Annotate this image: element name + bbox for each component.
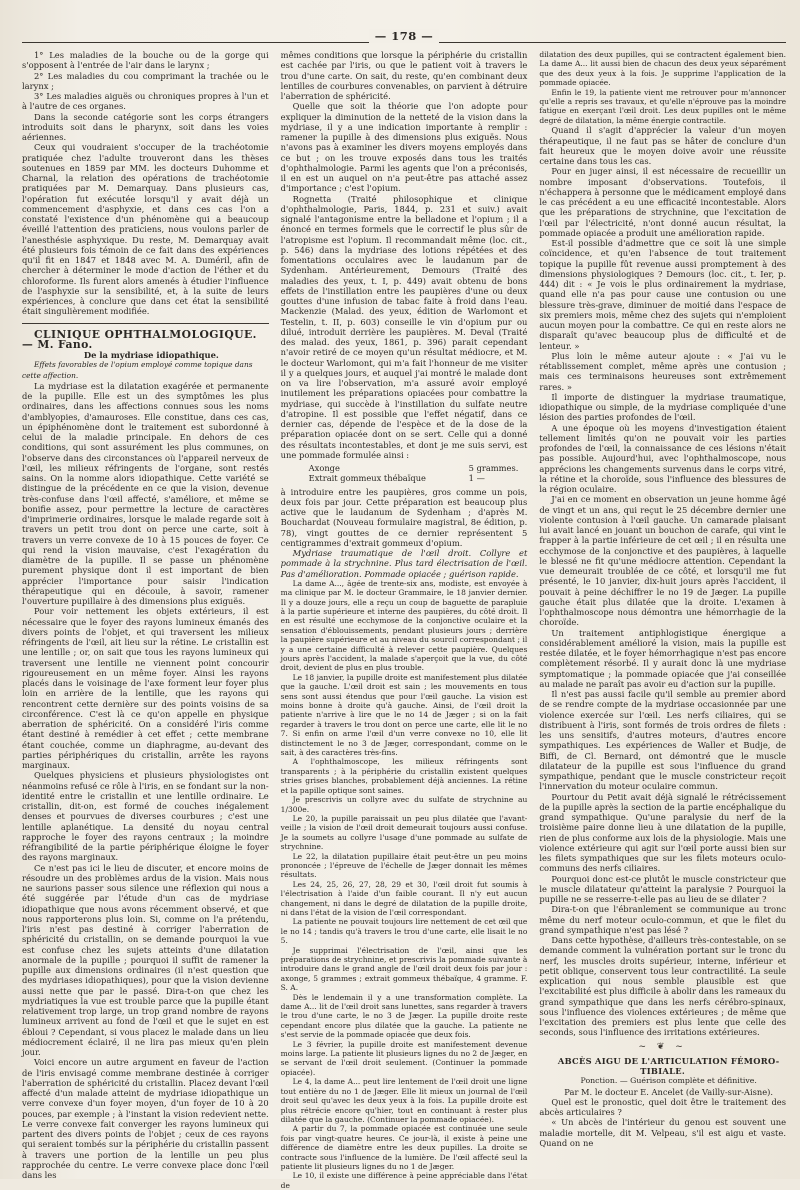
case-paragraph: Je supprimai l'électrisation de l'œil, ainsi que les préparations de strychnine, et prescrivis la pommade suivante à introduire dans le grand angle de l'œil droit deux fois par jour : axonge, 5 grammes ; extrait gommeux thébaïque, 4 gramme. F. S. A. — [280, 945, 528, 993]
paragraph: Un traitement antiphlogistique énergique a considérablement amélioré la vision, mais la pupille est restée dilatée, et le foyer hémorrhagique n'est pas encore complètement résorbé. Il y aurait donc là une mydriase symptomatique ; la pommade opiacée que j'ai conseillée au malade ne paraît pas avoir eu d'action sur la pupille. — [539, 627, 787, 689]
case-paragraph: Le 22, la dilatation pupillaire était peut-être un peu moins prononcée ; l'épreuve de l'échelle de Jæger donnait les mêmes résultats. — [280, 851, 528, 880]
paragraph: J'ai en ce moment en observation un jeune homme âgé de vingt et un ans, qui reçut le 25 décembre dernier une violente contusion à l'œil gauche. Un camarade plaisant lui avait lancé en jouant un bouchon de carafe, qui vint le frapper à la partie inférieure de cet œil ; il en résulta une ecchymose de la conjonctive et des paupières, à laquelle le blessé ne fit qu'une médiocre attention. Cependant la vue demeurait troublée de ce côté, et lorsqu'il me fut présenté, le 10 janvier, dix-huit jours après l'accident, il pouvait à peine déchiffrer le no 19 de Jæger. La pupille gauche était plus dilatée que la droite. L'examen à l'ophthalmoscope nous démontra une hémorrhagie de la choroïde. — [539, 494, 787, 628]
case-paragraph: Le 18 janvier, la pupille droite est manifestement plus dilatée que la gauche. L'œil droit est sain ; les mouvements en tous sens sont aussi étendus que pour l'œil gauche. La vision est moins bonne à droite qu'à gauche. Ainsi, de l'œil droit la patiente n'arrive à lire que le no 14 de Jæger ; si on la fait regarder à travers le trou dont on perce une carte, elle lit le no 7. Si enfin on arme l'œil d'un verre convexe no 10, elle lit distinctement le no 3 de Jæger, correspondant, comme on le sait, à des caractères très-fins. — [280, 672, 528, 758]
case-paragraph: Le 4, la dame A... peut lire lentement de l'œil droit une ligne tout entière du no 1 de Jæger. Elle lit mieux un journal de l'œil droit seul qu'avec les deux yeux à la fois. La pupille droite est plus rétrécie encore qu'hier, tout en continuant à rester plus dilatée que la gauche. (Continuer la pommade opiacée). — [280, 1077, 528, 1124]
section-title: CLINIQUE OPHTHALMOLOGIQUE. — M. Fano. — [22, 327, 257, 351]
page-header-rule — [22, 28, 786, 43]
prescription-formula — [309, 463, 528, 484]
formula-quantity: 5 grammes. — [468, 463, 519, 473]
paragraph: La mydriase est la dilatation exagérée et permanente de la pupille. Elle est un des symptômes les plus ordinaires, dans les affections connues sous les noms d'amblyopies, d'amauroses. Elle constitue, dans ces cas, un épiphénomène dont le traitement est subordonné à celui de la maladie principale. En dehors de ces conditions, qui sont assurément les plus communes, on l'observe dans des circonstances où l'appareil nerveux de l'œil, les milieux réfringents de l'organe, sont restés sains. On la nomme alors idiopathique. Cette variété se distingue de la précédente en ce que la vision, devenue très-confuse dans l'œil affecté, s'améliore, et même se bonifie assez, pour permettre la lecture de caractères d'imprimerie ordinaires, lorsque le malade regarde soit à travers un petit trou dont on perce une carte, soit à travers un verre convexe de 10 à 15 pouces de foyer. Ce qui rend la vision mauvaise, c'est l'exagération du diamètre de la pupille. Il se passe un phénomène purement physique dont il est important de bien apprécier l'importance pour saisir l'indication thérapeutique qui en découle, à savoir, ramener l'ouverture pupillaire à des dimensions plus exiguës. — [22, 380, 269, 606]
case-paragraph: Le 3 février, la pupille droite est manifestement devenue moins large. La patiente lit plusieurs lignes du no 2 de Jæger, en se servant de l'œil droit seulement. (Continuer la pommade opiacée). — [280, 1039, 528, 1077]
case-paragraph: A partir du 7, la pommade opiacée est continuée une seule fois par vingt-quatre heures. Ce jour-là, il existe à peine une différence de diamètre entre les deux pupilles. La droite se contracte sous l'influence de la lumière. De l'œil affecté seul la patiente lit plusieurs lignes du no 1 de Jæger. — [280, 1124, 528, 1171]
paragraph: Dira-t-on que l'ébranlement se communique au tronc même du nerf moteur oculo-commun, et que le filet du grand sympathique n'est pas lésé ? — [539, 904, 787, 935]
paragraph: Quelle que soit la théorie que l'on adopte pour expliquer la diminution de la netteté de la vision dans la mydriase, il y a une indication importante à remplir : ramener la pupille à des dimensions plus exiguës. Nous n'avons pas à examiner les divers moyens employés dans ce but ; on les trouve exposés dans tous les traités d'ophthalmologie. Parmi les agents que l'on a préconisés, il en est un auquel on n'a peut-être pas attaché assez d'importance ; c'est l'opium. — [280, 101, 528, 194]
paragraph: 1° Les maladies de la bouche ou de la gorge qui s'opposent à l'entrée de l'air dans le larynx ; — [22, 50, 269, 71]
formula-line — [309, 473, 528, 483]
case-paragraph: Le 10, il existe une différence à peine appréciable dans l'état de — [280, 1171, 528, 1190]
paragraph: Pour voir nettement les objets extérieurs, il est nécessaire que le foyer des rayons lumineux émanés des divers points de l'objet, et qui traversent les milieux réfringents de l'œil, ait lieu sur la rétine. Le cristallin est une lentille ; or, on sait que tous les rayons lumineux qui traversent une lentille ne viennent point concourir rigoureusement en un même foyer. Ainsi les rayons placés dans le voisinage de l'axe forment leur foyer plus loin en arrière de la lentille, que les rayons qui rencontrent cette dernière sur des points voisins de sa circonférence. C'est là ce qu'on appelle en physique aberration de sphéricité. On a considéré l'iris comme étant destiné à remédier à cet effet ; cette membrane étant couchée, comme un diaphragme, au-devant des parties périphériques du cristallin, arrête les rayons marginaux. — [22, 606, 269, 770]
paragraph: à introduire entre les paupières, gros comme un pois, deux fois par jour. Cette préparation est beaucoup plus active que le laudanum de Sydenham ; d'après M. Bouchardat (Nouveau formulaire magistral, 8e édition, p. 78), vingt gouttes de ce dernier représentent 5 centigrammes d'extrait gommeux d'opium. — [280, 486, 528, 548]
paragraph: Ce n'est pas ici le lieu de discuter, et encore moins de résoudre un des problèmes ardus de la vision. Mais nous ne saurions passer sous silence une réflexion qui nous a été suggérée par l'étude d'un cas de mydriase idiopathique que nous avons récemment observé, et que nous rapporterons plus loin. Si, comme on l'a prétendu, l'iris n'est pas destiné à corriger l'aberration de sphéricité du cristallin, on se demande pourquoi la vue est confuse chez les sujets atteints d'une dilatation anormale de la pupille ; pourquoi il suffit de ramener la pupille aux dimensions ordinaires (il n'est question que des mydriases idiopathiques), pour que la vision devienne aussi nette que par le passé. Dira-t-on que chez les mydriatiques la vue est trouble parce que la pupille étant relativement trop large, un trop grand nombre de rayons lumineux arrivent au fond de l'œil et que le sujet en est ébloui ? Cependant, si vous placez le malade dans un lieu médiocrement éclairé, il ne lira pas mieux qu'en plein jour. — [22, 862, 269, 1057]
page-number: — 178 — — [369, 29, 440, 43]
article-author: Par M. le docteur E. Ancelet (de Vailly-sur-Aisne). — [564, 1086, 774, 1097]
formula-ingredient: Extrait gommeux thébaïque — [308, 473, 426, 484]
paragraph: Rognetta (Traité philosophique et clinique d'ophthalmologie, Paris, 1844, p. 231 et suiv.) avait signalé l'antagonisme entre la belladone et l'opium ; il a énoncé en termes formels que le correctif le plus sûr de l'atropisme est l'opium. Il recommandait même (loc. cit., p. 546) dans la mydriase des lotions répétées et des fomentations occulaires avec le laudanum par de Sydenham. Antérieurement, Demours (Traité des maladies des yeux, t. I, p. 449) avait obtenu de bons effets de l'instillation entre les paupières d'une ou deux gouttes d'une infusion de tabac faite à froid dans l'eau. Mackenzie (Malad. des yeux, édition de Warlomont et Testelin, t. II, p. 603) conseille le vin d'opium pur ou dilué, introduit derrière les paupières. M. Deval (Traité des malad. des yeux, 1861, p. 396) parait cependant n'avoir retiré de ce moyen qu'un résultat médiocre, et M. le docteur Warlomont, qui m'a fait l'honneur de me visiter il y a quelques jours, et auquel j'ai montré le malade dont on va lire l'observation, m'a assuré avoir employé inutilement les préparations opiacées pour combattre la mydriase, qui succède à l'instillation du sulfate neutre d'atropine. Il est possible que l'effet négatif, dans ce dernier cas, dépende de l'espèce et de la dose de la préparation opiacée dont on se sert. Celle qui a donné des résultats incontestables, et dont je me suis servi, est une pommade formulée ainsi : — [280, 193, 528, 460]
paragraph: Quel est le pronostic, quel doit être le traitement des abcès articulaires ? — [539, 1096, 787, 1117]
case-paragraph: La patiente ne pouvait toujours lire nettement de cet œil que le no 14 ; tandis qu'à travers le trou d'une carte, elle lisait le no 5. — [280, 917, 528, 946]
case-paragraph: Enfin le 19, la patiente vient me retrouver pour m'annoncer qu'elle a repris ses travaux, et qu'elle n'éprouve pas la moindre fatigue en exerçant l'œil droit. Les deux pupilles ont le même degré de dilatation, la même énergie contractile. — [539, 87, 787, 125]
article-subtitle: De la mydriase idiopathique. — [83, 350, 219, 360]
paragraph: A une époque où les moyens d'investigation étaient tellement limités qu'on ne pouvait voir les parties profondes de l'œil, la connaissance de ces lésions n'était pas possible. Aujourd'hui, avec l'ophthalmoscope, nous apprécions les changements survenus dans le corps vitré, la rétine et la choroïde, sous l'influence des blessures de la région oculaire. — [539, 422, 787, 494]
case-paragraph: La dame A..., âgée de trente-six ans, modiste, est envoyée à ma clinique par M. le docteur Grammaire, le 18 janvier dernier. Il y a douze jours, elle a reçu un coup de baguette de parapluie à la partie supérieure et interne des paupières, du côté droit. Il en est résulté une ecchymose de la conjonctive oculaire et la sensation d'éblouissements, pendant plusieurs jours ; derrière la paupière supérieure et au niveau du sourcil correspondant ; il y a une certaine difficulté à relever cette paupière. Quelques jours après l'accident, la malade s'aperçoit que la vue, du côté droit, devient de plus en plus trouble. — [280, 578, 528, 673]
column-2 — [280, 50, 528, 1190]
paragraph: Il importe de distinguer la mydriase traumatique, idiopathique ou simple, de la mydriase compliquée d'une lésion des parties profondes de l'œil. — [539, 391, 787, 423]
paragraph: Il n'est pas aussi facile qu'il semble au premier abord de se rendre compte de la mydriase occasionnée par une violence exercée sur l'œil. Les nerfs ciliaires, qui se distribuent à l'iris, sont formés de trois ordres de filets : les uns sensitifs, d'autres moteurs, d'autres encore sympathiques. Les expériences de Waller et Budje, de Biffi, de Cl. Bernard, ont démontré que le muscle dilatateur de la pupille est sous l'influence du grand sympathique, pendant que le muscle constricteur reçoit l'innervation du moteur oculaire commun. — [539, 689, 787, 792]
paragraph: Pourquoi donc est-ce plutôt le muscle constricteur que le muscle dilatateur qu'atteint la paralysie ? Pourquoi la pupille ne se resserre-t-elle pas au lieu de se dilater ? — [539, 873, 787, 904]
formula-line — [309, 463, 528, 473]
paragraph: Dans la seconde catégorie sont les corps étrangers introduits soit dans le pharynx, soit dans les voies aériennes. — [22, 111, 269, 142]
formula-quantity: 1 — — [468, 473, 485, 484]
paragraph: mêmes conditions que lorsque la périphérie du cristallin est cachée par l'iris, ou que le patient voit à travers le trou d'une carte. On sait, du reste, qu'en combinant deux lentilles de courbures convenables, on parvient à détruire l'aberration de sphéricité. — [280, 50, 528, 101]
paragraph: Pourtour du Petit avait déjà signalé le rétrécissement de la pupille après la section de la partie encéphalique du grand sympathique. Qu'une paralysie du nerf de la troisième paire donne lieu à une dilatation de la pupille, rien de plus conforme aux lois de la physiologie. Mais une violence extérieure qui agit sur l'œil porte aussi bien sur les filets sympathiques que sur les filets moteurs oculo-communs des nerfs ciliaires. — [539, 791, 787, 874]
paragraph: Plus loin le même auteur ajoute : « J'ai vu le rétablissement complet, même après une contusion ; mais ces terminaisons heureuses sont extrêmement rares. » — [539, 350, 787, 392]
paragraph: Ceux qui voudraient s'occuper de la trachéotomie pratiquée chez l'adulte trouveront dans les thèses soutenues en 1859 par MM. les docteurs Duhomme et Charnal, la relation des opérations de trachéotomie pratiquées par M. Demarquay. Dans plusieurs cas, l'opération fut exécutée lorsqu'il y avait déjà un commencement d'asphyxie, et dans ces cas l'on a constaté l'existence d'un phénomène qui a beaucoup éveillé l'attention des praticiens, nous voulons parler de l'anesthésie asphyxique. Du reste, M. Demarquay avait été plusieurs fois témoin de ce fait dans des expériences qu'il fit en 1847 et 1848 avec M. A. Duméril, afin de chercher à déterminer le mode d'action de l'éther et du chloroforme. Ils furent alors amenés à étudier l'influence de l'asphyxie sur la sensibilité, et, à la suite de leurs expériences, à conclure que dans cet état la sensibilité était singulièrement modifiée. — [22, 142, 269, 317]
column-1 — [22, 50, 269, 1180]
case-paragraph: Je prescrivis un collyre avec du sulfate de strychnine au 1/300e. — [280, 795, 528, 814]
paragraph: Quand il s'agit d'apprécier la valeur d'un moyen thérapeutique, il ne faut pas se hâter de conclure d'un fait heureux que le moyen doive avoir une réussite certaine dans tous les cas. — [539, 125, 787, 166]
case-heading: Mydriase traumatique de l'œil droit. Collyre et pommade à la strychnine. Plus tard électrisation de l'œil. Pas d'amélioration. Pommade opiacée ; guérison rapide. — [280, 548, 528, 579]
case-paragraph: dilatation des deux pupilles, qui se contractent également bien. La dame A... lit aussi bien de chacun des deux yeux séparément que des deux yeux à la fois. Je supprime l'application de la pommade opiacée. — [539, 50, 787, 88]
paragraph: Est-il possible d'admettre que ce soit là une simple coïncidence, et qu'en l'absence de tout traitement topique la pupille fût revenue aussi promptement à des dimensions physiologiques ? Demours (loc. cit., t. Ier, p. 444) dit : « Je vois le plus ordinairement la mydriase, quand elle n'a pas pour cause une contusion ou une blessure très-grave, diminuer de moitié dans l'espace de six premiers mois, même chez des sujets qui n'emploient aucun moyen pour la combattre. Ce qui en reste alors ne disparaît qu'avec beaucoup plus de difficulté et de lenteur. » — [539, 238, 787, 351]
paragraph: Dans cette hypothèse, d'ailleurs très-contestable, on se demande comment la vulnération portant sur le tronc du nerf, les muscles droits supérieur, interne, inférieur et petit oblique, conservent tous leur contractilité. La seule explication qui nous semble plausible est que l'excitabilité est plus difficile à abolir dans les rameaux du grand sympathique que dans les nerfs cérébro-spinaux, sous l'influence des violences extérieures ; de même que l'excitation des premiers est plus lente que celle des seconds, sous l'influence des irritations extérieures. — [539, 935, 787, 1038]
paragraph: 3° Les maladies aiguës ou chroniques propres à l'un et à l'autre de ces organes. — [22, 91, 269, 112]
case-paragraph: A l'ophthalmoscope, les milieux réfringents sont transparents ; à la périphérie du cristallin existent quelques stries grises blanches, probablement déjà anciennes. La rétine et la papille optique sont saines. — [280, 757, 528, 795]
case-paragraph: Dès le lendemain il y a une transformation complète. La dame A... lit de l'œil droit sans lunettes, sans regarder à travers le trou d'une carte, le no 3 de Jæger. La pupille droite reste cependant encore plus dilatée que la gauche. La patiente ne s'est servie de la pommade opiacée que deux fois. — [280, 992, 528, 1040]
case-paragraph: Les 24, 25, 26, 27, 28, 29 et 30, l'œil droit fut soumis à l'électrisation à l'aide d'un faible courant. Il n'y eut aucun changement, ni dans le degré de dilatation de la pupille droite, ni dans l'état de la vision de l'œil correspondant. — [280, 879, 528, 917]
text-columns — [22, 50, 787, 1190]
column-3 — [539, 50, 786, 1171]
case-paragraph: Le 20, la pupille paraissait un peu plus dilatée que l'avant-veille ; la vision de l'œil droit demeurait toujours aussi confuse. Je la soumets au collyre l'usage d'une pommade au sulfate de strychnine. — [280, 813, 528, 852]
paragraph: 2° Les maladies du cou comprimant la trachée ou le larynx ; — [22, 70, 269, 91]
paragraph: Voici encore un autre argument en faveur de l'action de l'iris envisagé comme membrane destinée à corriger l'aberration de sphéricité du cristallin. Placez devant l'œil affecté d'un malade atteint de mydriase idiopathique un verre convexe d'un foyer moyen, d'un foyer de 10 à 20 pouces, par exemple ; à l'instant la vision redevient nette. Le verre convexe fait converger les rayons lumineux qui partent des divers points de l'objet ; ceux de ces rayons qui seraient tombés sur la périphérie du cristallin passent à travers une portion de la lentille un peu plus rapprochée du centre. Le verre convexe place donc l'œil dans les — [22, 1057, 269, 1180]
paragraph: Quelques physiciens et plusieurs physiologistes ont néanmoins refusé ce rôle à l'iris, en se fondant sur la non-identité entre le cristallin et une lentille ordinaire. Le cristallin, dit-on, est formé de couches inégalement denses et pourvues de diverses courbures ; c'est une lentille aplanétique. La densité du noyau central rapproche le foyer des rayons centraux ; la moindre réfrangibilité de la partie périphérique éloigne le foyer des rayons marginaux. — [22, 770, 269, 863]
paragraph: Pour en juger ainsi, il est nécessaire de recueillir un nombre imposant d'observations. Toutefois, il n'échappera à personne que le médicament employé dans le cas précédent a eu une efficacité incontestable. Alors que les préparations de strychnine, que l'excitation de l'œil par l'électricité, n'ont donné aucun résultat, la pommade opiacée a produit une amélioration rapide. — [539, 166, 787, 238]
article-subtitle: Ponction. — Guérison complète et définitive. — [580, 1076, 757, 1086]
section-ornament: ~ ❦ ~ — [638, 1041, 687, 1052]
article-title: ABCÈS AIGU DE L'ARTICULATION FÉMORO-TIBIALE. — [557, 1055, 780, 1076]
section-divider — [22, 323, 269, 324]
paragraph: « Un abcès de l'intérieur du genou est souvent une maladie mortelle, dit M. Velpeau, s'il est aigu et vaste. Quand on ne — [539, 1117, 787, 1148]
article-caption: Effets favorables de l'opium employé comme topique dans cette affection. — [22, 360, 253, 380]
formula-ingredient: Axonge — [308, 463, 340, 473]
